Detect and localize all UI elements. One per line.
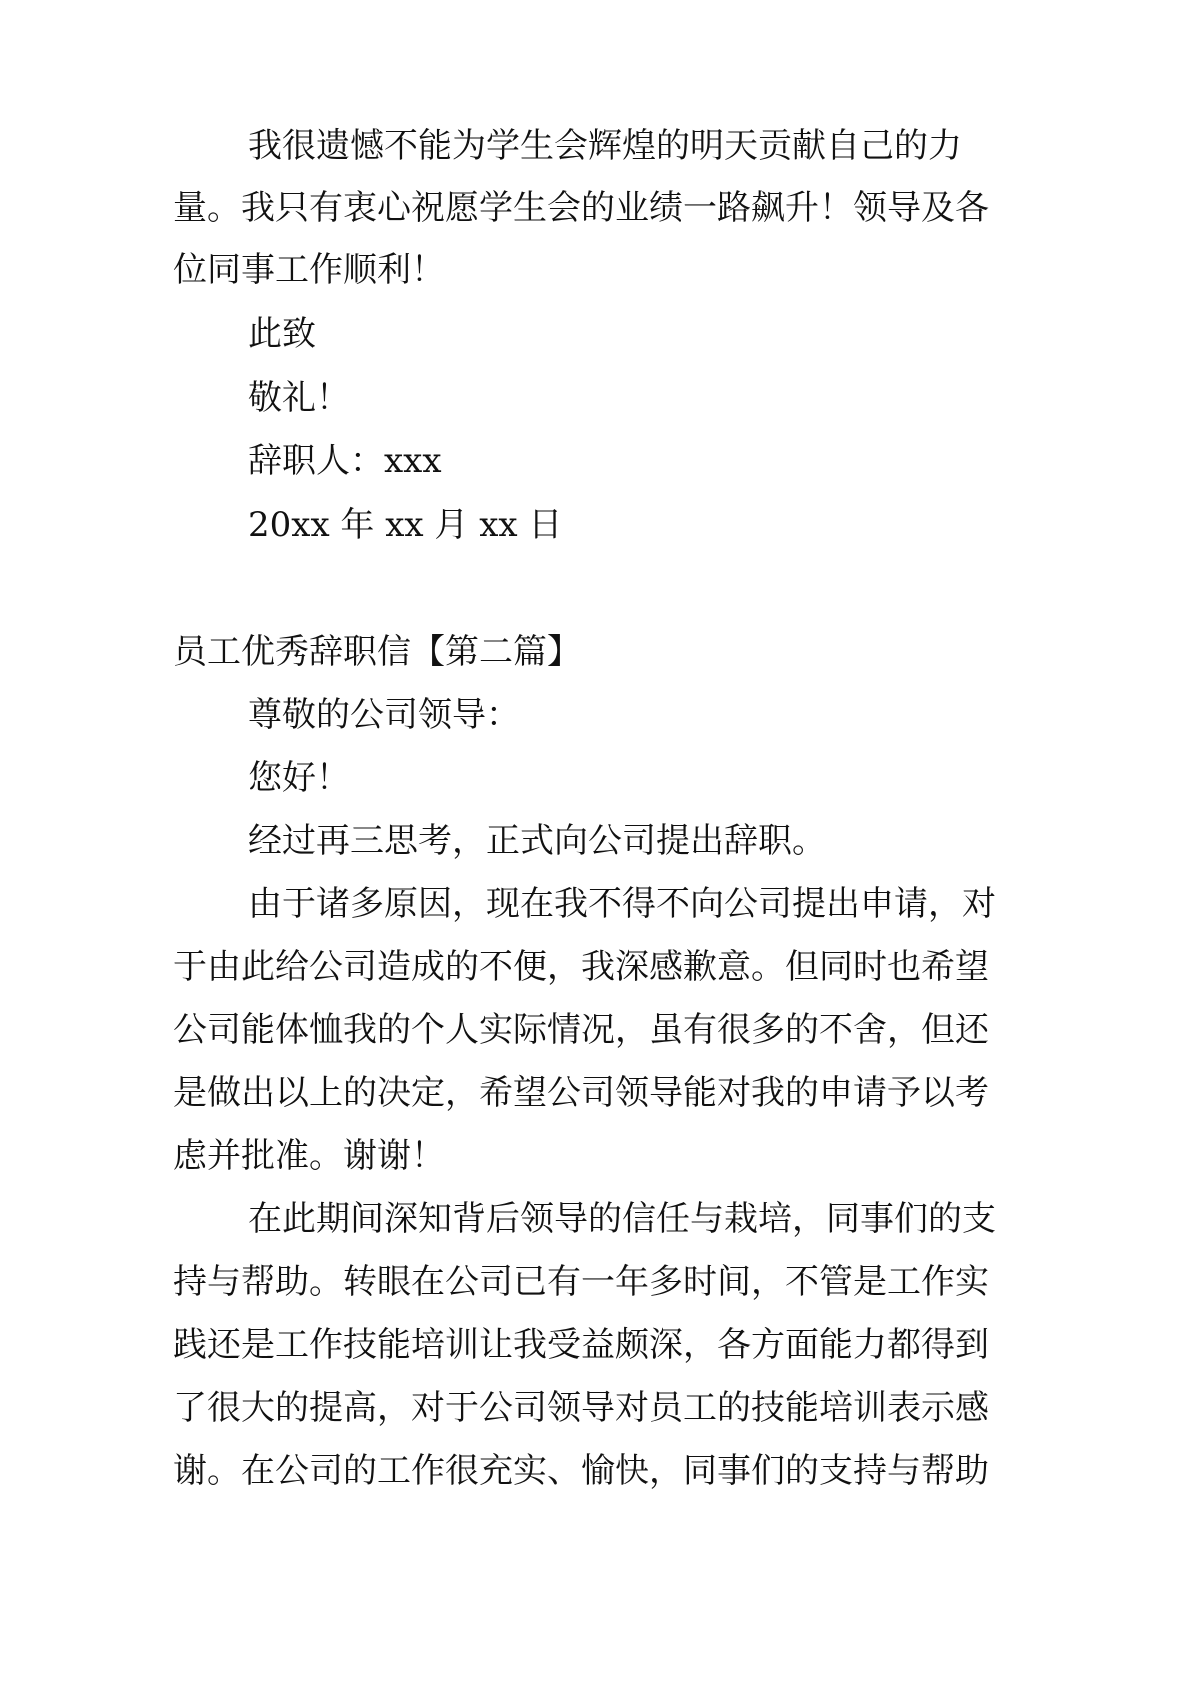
signer-line: 辞职人：xxx [248,441,442,481]
closing-line: 此致 [248,314,316,354]
paragraph-line: 位同事工作顺利！ [173,250,445,290]
paragraph-line: 公司能体恤我的个人实际情况，虽有很多的不舍，但还 [173,1010,989,1050]
closing-line: 敬礼！ [248,378,350,418]
paragraph-line: 在此期间深知背后领导的信任与栽培，同事们的支 [248,1199,996,1239]
paragraph-line: 践还是工作技能培训让我受益颇深，各方面能力都得到 [173,1325,989,1365]
greeting: 您好！ [248,758,350,798]
paragraph-line: 是做出以上的决定，希望公司领导能对我的申请予以考 [173,1073,989,1113]
paragraph-line: 由于诸多原因，现在我不得不向公司提出申请，对 [248,884,996,924]
paragraph-line: 我很遗憾不能为学生会辉煌的明天贡献自己的力 [248,126,962,166]
salutation: 尊敬的公司领导： [248,695,520,735]
paragraph-line: 了很大的提高，对于公司领导对员工的技能培训表示感 [173,1388,989,1428]
paragraph-line: 谢。在公司的工作很充实、愉快，同事们的支持与帮助 [173,1451,989,1491]
paragraph-line: 经过再三思考，正式向公司提出辞职。 [248,821,826,861]
paragraph-line: 于由此给公司造成的不便，我深感歉意。但同时也希望 [173,947,989,987]
date-line: 20xx 年 xx 月 xx 日 [248,505,563,545]
paragraph-line: 虑并批准。谢谢！ [173,1136,445,1176]
section-title: 员工优秀辞职信【第二篇】 [173,632,581,672]
paragraph-line: 量。我只有衷心祝愿学生会的业绩一路飙升！领导及各 [173,188,989,228]
paragraph-line: 持与帮助。转眼在公司已有一年多时间，不管是工作实 [173,1262,989,1302]
